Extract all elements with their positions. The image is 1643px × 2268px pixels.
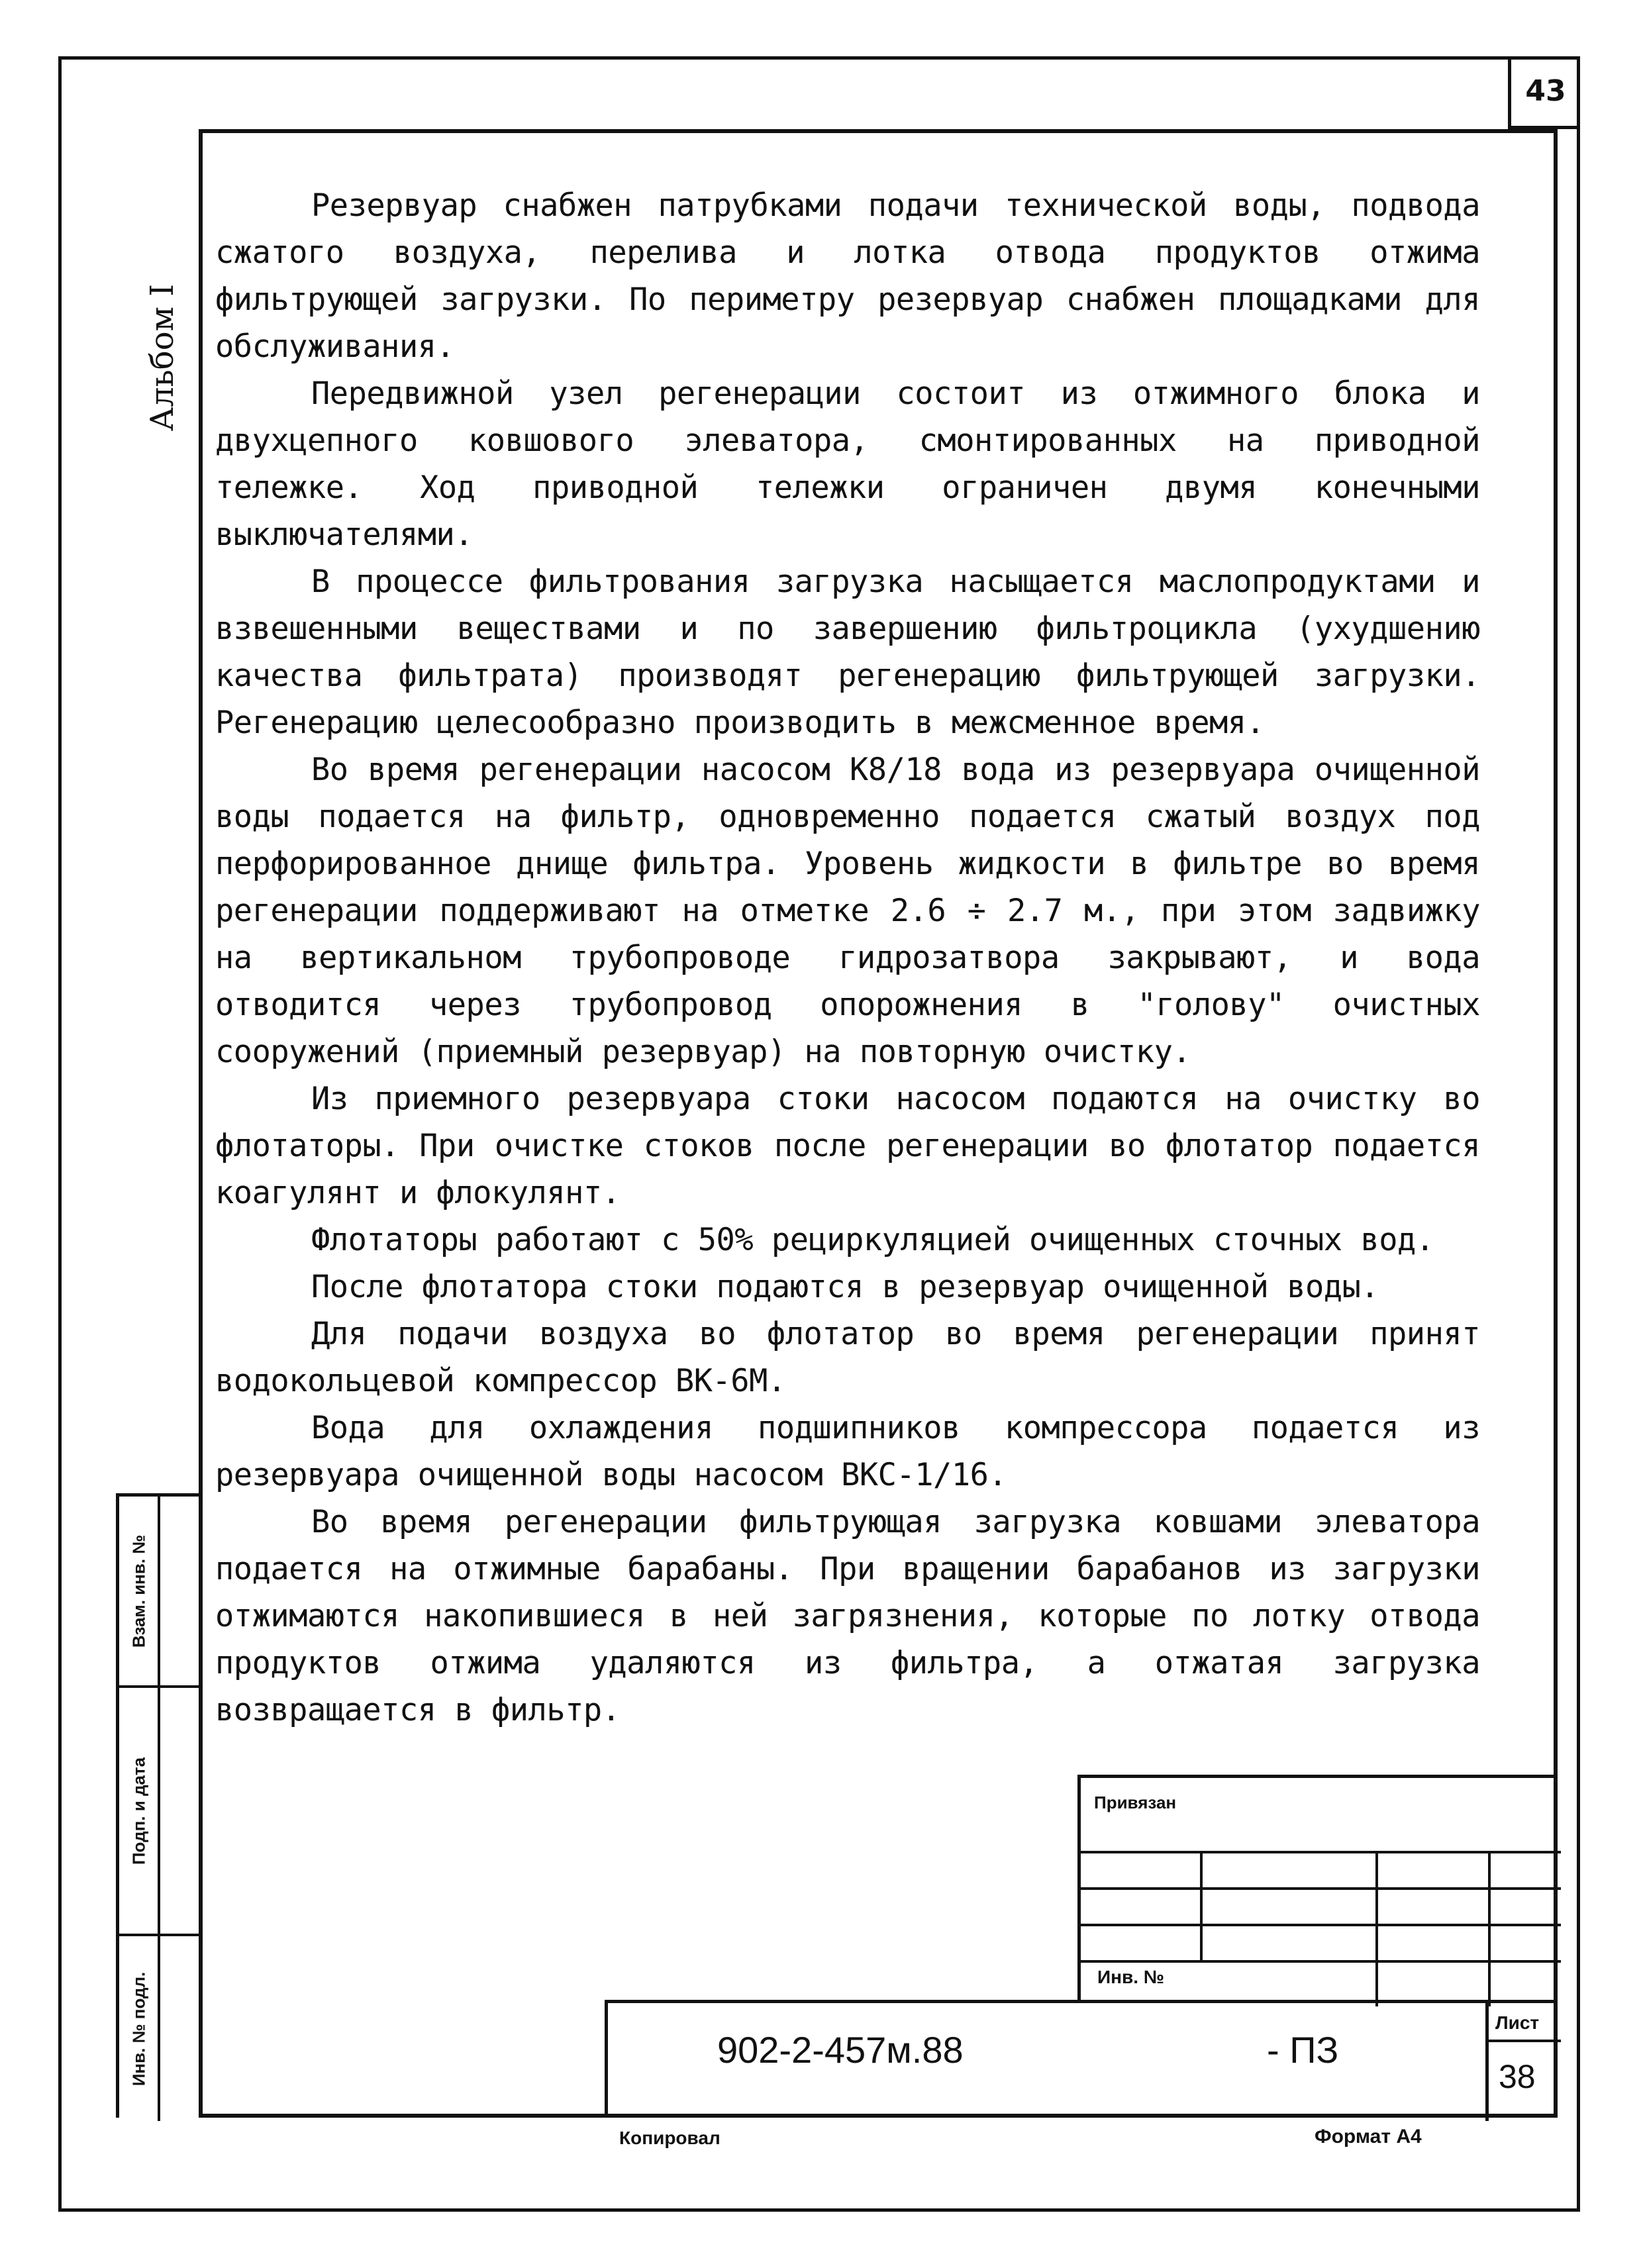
paragraph: Передвижной узел регенерации состоит из отжимного блока и двухцепного ковшового элеватора, смонтированных на приводной тележке. Ход приводной тележки ограничен двумя конечными выключателями. xyxy=(215,375,1480,553)
stamp-inv: Инв. № подл. xyxy=(128,1971,149,2086)
paragraph: Флотаторы работают с 50% рециркуляцией очищенных сточных вод. xyxy=(311,1222,1434,1258)
paragraph: Во время регенерации фильтрующая загрузка ковшами элеватора подается на отжимные барабаны. При вращении барабанов из загрузки отжимаются накопившиеся в ней загрязнения, которые по лотку отвода продуктов отжима удаляются из фильтра, а отжатая загрузка возвращается в фильтр. xyxy=(215,1504,1480,1728)
privyazan-label: Привязан xyxy=(1094,1793,1177,1812)
paragraph: Во время регенерации насосом К8/18 вода из резервуара очищенной воды подается на фильтр, одновременно подается сжатый воздух под перфорированное днище фильтра. Уровень жидкости в фильтре во время регенерации поддерживают на отметке 2.6 ÷ 2.7 м., при этом задвижку на вертикальном трубопроводе гидрозатвора закрывают, и вода отводится через трубопровод опорожнения в "голову" очистных сооружений (приемный резервуар) на повторную очистку. xyxy=(215,752,1480,1070)
stamp-vzam: Взам. инв. № xyxy=(128,1534,149,1648)
page-number: 43 xyxy=(1508,56,1580,129)
paragraph: Резервуар снабжен патрубками подачи технической воды, подвода сжатого воздуха, перелива и лотка отвода продуктов отжима фильтрующей загрузки. По периметру резервуар снабжен площадками для обслуживания. xyxy=(215,187,1480,365)
paragraph: Вода для охлаждения подшипников компрессора подается из резервуара очищенной воды насосом ВКС-1/16. xyxy=(215,1410,1480,1493)
footer-copied: Копировал xyxy=(619,2128,721,2148)
sheet-number: 38 xyxy=(1499,2058,1536,2095)
side-stamp xyxy=(116,1493,199,2118)
album-label-text: Альбом I xyxy=(144,283,181,432)
title-block-grid xyxy=(1077,1775,1558,2003)
stamp-podp: Подп. и дата xyxy=(128,1757,149,1865)
paragraph: После флотатора стоки подаются в резервуар очищенной воды. xyxy=(311,1269,1379,1305)
document-suffix: - ПЗ xyxy=(1267,2029,1339,2071)
paragraph: Для подачи воздуха во флотатор во время регенерации принят водокольцевой компрессор ВК-6М. xyxy=(215,1316,1480,1399)
document-code: 902-2-457м.88 xyxy=(717,2029,964,2071)
sheet-label: Лист xyxy=(1495,2012,1540,2033)
document-body xyxy=(215,182,1480,1734)
title-block-code xyxy=(605,2000,1558,2118)
paragraph: Из приемного резервуара стоки насосом подаются на очистку во флотаторы. При очистке стоков после регенерации во флотатор подается коагулянт и флокулянт. xyxy=(215,1081,1480,1211)
inv-no-label: Инв. № xyxy=(1097,1967,1165,1987)
album-label xyxy=(132,265,192,450)
footer-format: Формат А4 xyxy=(1315,2126,1422,2147)
paragraph: В процессе фильтрования загрузка насыщается маслопродуктами и взвешенными веществами и по завершению фильтроцикла (ухудшению качества фильтрата) производят регенерацию фильтрующей загрузки. Регенерацию целесообразно производить в межсменное время. xyxy=(215,564,1480,741)
